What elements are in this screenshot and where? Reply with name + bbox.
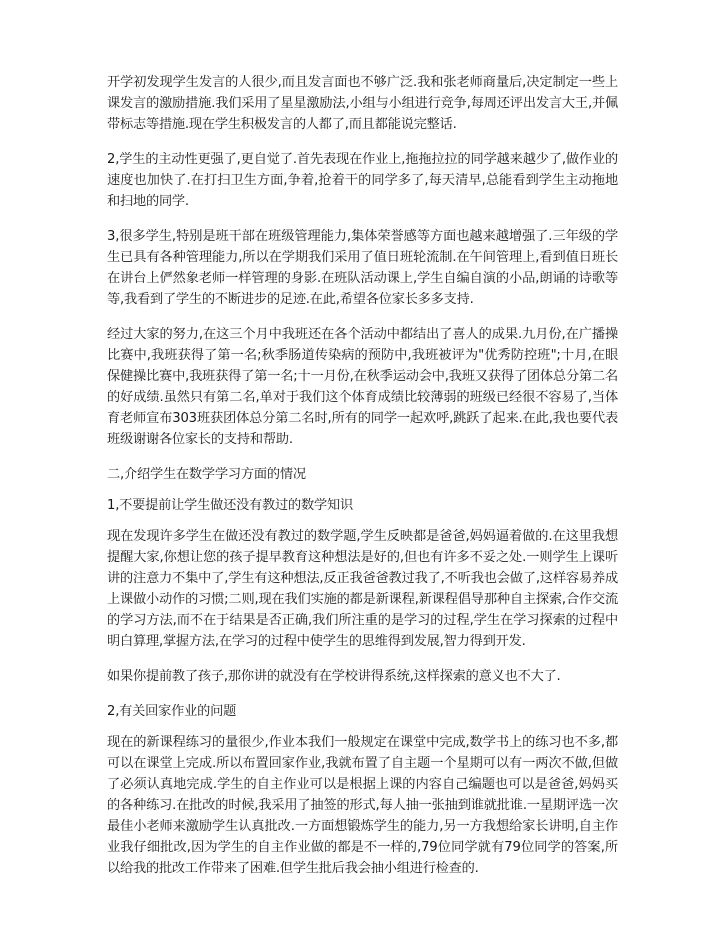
paragraph-initiative: 2,学生的主动性更强了,更自觉了.首先表现在作业上,拖拖拉拉的同学越来越少了,做作业的速度也加快了.在打扫卫生方面,争着,抢着干的同学多了,每天清早,总能看到学生主动拖地和扫地的同学. [107, 152, 618, 209]
paragraph-preteaching-issue: 现在发现许多学生在做还没有教过的数学题,学生反映都是爸爸,妈妈逼着做的.在这里我想提醒大家,你想让您的孩子提早教育这种想法是好的,但也有许多不妥之处.一则学生上课听讲的注意力不集中了,学生有这种想法,反正我爸爸教过我了,不听我也会做了,这样容易养成上课做小动作的习惯;二则,现在我们实施的都是新课程,新课程倡导那种自主探索,合作交流的学习方法,而不在于结果是否正确,我们所注重的是学习的过程,学生在学习探索的过程中明白算理,掌握方法,在学习的过程中使学生的思维得到发展,智力得到开发. [107, 529, 618, 649]
paragraph-achievements: 经过大家的努力,在这三个月中我班还在各个活动中都结出了喜人的成果.九月份,在广播操比赛中,我班获得了第一名;秋季肠道传染病的预防中,我班被评为"优秀防控班";十月,在眼保健操比赛中,我班获得了第一名;十一月份,在秋季运动会中,我班又获得了团体总分第二名的好成绩.虽然只有第二名,单对于我们这个体育成绩比较薄弱的班级已经很不容易了,当体育老师宣布303班获团体总分第二名时,所有的同学一起欢呼,跳跃了起来.在此,我也要代表班级谢谢各位家长的支持和帮助. [107, 327, 618, 447]
paragraph-management-ability: 3,很多学生,特别是班干部在班级管理能力,集体荣誉感等方面也越来越增强了.三年级的学生已具有各种管理能力,所以在学期我们采用了值日班轮流制.在午间管理上,看到值日班长在讲台上俨然象老师一样管理的身影.在班队活动课上,学生自编自演的小品,朗诵的诗歌等等,我看到了学生的不断进步的足迹.在此,希望各位家长多多支持. [107, 229, 618, 307]
paragraph-speaking-incentives: 开学初发现学生发言的人很少,而且发言面也不够广泛.我和张老师商量后,决定制定一些上课发言的激励措施.我们采用了星星激励法,小组与小组进行竞争,每周还评出发言大王,并佩带标志等措施.现在学生积极发言的人都了,而且都能说完整话. [107, 75, 618, 132]
section-heading-math-learning: 二,介绍学生在数学学习方面的情况 [107, 467, 306, 482]
subheading-homework: 2,有关回家作业的问题 [107, 704, 237, 719]
paragraph-preteaching-conclusion: 如果你提前教了孩子,那你讲的就没有在学校讲得系统,这样探索的意义也不大了. [107, 669, 561, 684]
paragraph-homework: 现在的新课程练习的量很少,作业本我们一般规定在课堂中完成,数学书上的练习也不多,都可以在课堂上完成.所以布置回家作业,我就布置了自主题一个星期可以有一两次不做,但做了必须认真地完成.学生的自主作业可以是根据上课的内容自己编题也可以是爸爸,妈妈买的各种练习.在批改的时候,我采用了抽签的形式,每人抽一张抽到谁就批谁.一星期评选一次最佳小老师来激励学生认真批改.一方面想锻炼学生的能力,另一方我想给家长讲明,自主作业我仔细批改,因为学生的自主作业做的都是不一样的,79位同学就有79位同学的答案,所以给我的批改工作带来了困难.但学生批后我会抽小组进行检查的. [107, 735, 618, 876]
subheading-preteaching: 1,不要提前让学生做还没有教过的数学知识 [107, 498, 353, 513]
